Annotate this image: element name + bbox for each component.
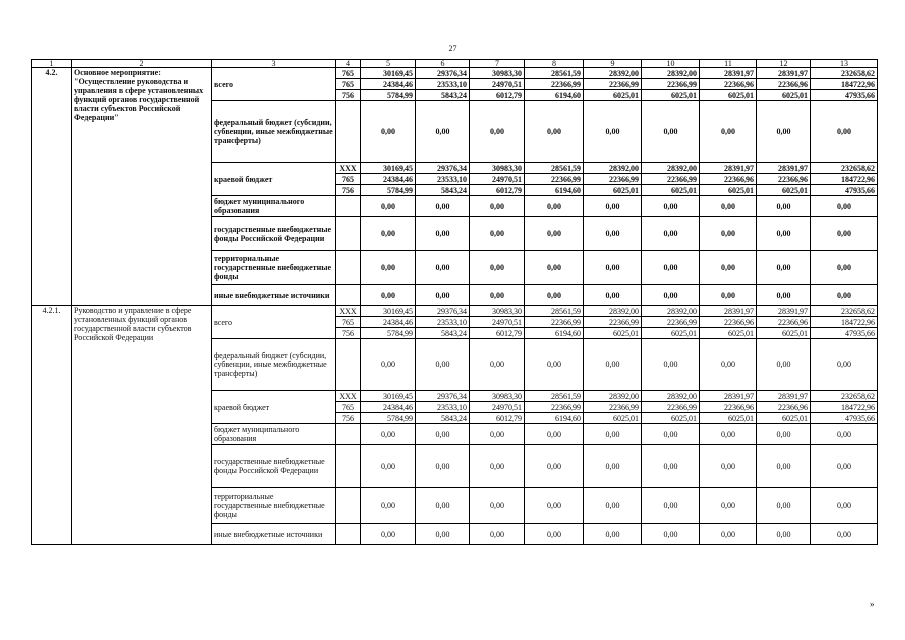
amount-cell: 6025,01 xyxy=(584,90,642,101)
amount-cell: 28391,97 xyxy=(700,68,757,79)
amount-cell: 23533,10 xyxy=(416,317,470,328)
budget-code xyxy=(336,285,361,306)
funding-source: федеральный бюджет (субсидии, субвенции, иные межбюджетные трансферты) xyxy=(212,339,336,391)
amount-cell: 22366,96 xyxy=(700,174,757,185)
amount-cell: 0,00 xyxy=(700,251,757,285)
amount-cell: 0,00 xyxy=(525,285,584,306)
budget-code: 765 xyxy=(336,402,361,413)
amount-cell: 22366,99 xyxy=(584,317,642,328)
amount-cell: 0,00 xyxy=(470,251,525,285)
amount-cell: 0,00 xyxy=(811,251,878,285)
amount-cell: 30169,45 xyxy=(361,306,416,317)
amount-cell: 6012,79 xyxy=(470,90,525,101)
page-number: 27 xyxy=(448,44,457,53)
amount-cell: 28561,59 xyxy=(525,163,584,174)
amount-cell: 22366,99 xyxy=(642,174,700,185)
amount-cell: 0,00 xyxy=(642,196,700,217)
amount-cell: 28391,97 xyxy=(700,306,757,317)
amount-cell: 28392,00 xyxy=(584,391,642,402)
amount-cell: 24384,46 xyxy=(361,79,416,90)
amount-cell: 0,00 xyxy=(757,488,811,524)
amount-cell: 28391,97 xyxy=(757,68,811,79)
amount-cell: 0,00 xyxy=(416,217,470,251)
amount-cell: 30169,45 xyxy=(361,163,416,174)
amount-cell: 22366,96 xyxy=(757,317,811,328)
budget-code: 756 xyxy=(336,90,361,101)
column-number: 8 xyxy=(525,60,584,68)
budget-code xyxy=(336,424,361,445)
amount-cell: 0,00 xyxy=(700,524,757,545)
amount-cell: 0,00 xyxy=(757,251,811,285)
column-number: 5 xyxy=(361,60,416,68)
amount-cell: 24970,51 xyxy=(470,402,525,413)
amount-cell: 28392,00 xyxy=(642,391,700,402)
amount-cell: 23533,10 xyxy=(416,79,470,90)
amount-cell: 0,00 xyxy=(757,217,811,251)
budget-code xyxy=(336,251,361,285)
amount-cell: 0,00 xyxy=(361,424,416,445)
amount-cell: 0,00 xyxy=(416,339,470,391)
amount-cell: 0,00 xyxy=(361,445,416,488)
funding-source: территориальные государственные внебюджетные фонды xyxy=(212,488,336,524)
amount-cell: 0,00 xyxy=(757,524,811,545)
amount-cell: 0,00 xyxy=(642,339,700,391)
amount-cell: 0,00 xyxy=(642,488,700,524)
amount-cell: 0,00 xyxy=(361,285,416,306)
amount-cell: 5843,24 xyxy=(416,90,470,101)
amount-cell: 232658,62 xyxy=(811,391,878,402)
amount-cell: 0,00 xyxy=(811,196,878,217)
amount-cell: 0,00 xyxy=(361,217,416,251)
column-number: 4 xyxy=(336,60,361,68)
budget-code: 765 xyxy=(336,317,361,328)
amount-cell: 30983,30 xyxy=(470,163,525,174)
amount-cell: 0,00 xyxy=(470,196,525,217)
amount-cell: 30169,45 xyxy=(361,391,416,402)
budget-code xyxy=(336,445,361,488)
funding-source: бюджет муниципального образования xyxy=(212,424,336,445)
amount-cell: 29376,34 xyxy=(416,163,470,174)
amount-cell: 22366,99 xyxy=(642,402,700,413)
amount-cell: 0,00 xyxy=(361,488,416,524)
amount-cell: 0,00 xyxy=(757,285,811,306)
amount-cell: 0,00 xyxy=(470,339,525,391)
amount-cell: 6025,01 xyxy=(757,185,811,196)
amount-cell: 232658,62 xyxy=(811,163,878,174)
amount-cell: 0,00 xyxy=(470,217,525,251)
amount-cell: 6012,79 xyxy=(470,413,525,424)
amount-cell: 0,00 xyxy=(584,217,642,251)
amount-cell: 5784,99 xyxy=(361,413,416,424)
column-number: 12 xyxy=(757,60,811,68)
amount-cell: 0,00 xyxy=(361,101,416,163)
column-number: 6 xyxy=(416,60,470,68)
amount-cell: 22366,99 xyxy=(642,317,700,328)
amount-cell: 24970,51 xyxy=(470,79,525,90)
amount-cell: 0,00 xyxy=(584,251,642,285)
amount-cell: 6025,01 xyxy=(584,328,642,339)
amount-cell: 28392,00 xyxy=(584,68,642,79)
amount-cell: 24384,46 xyxy=(361,317,416,328)
column-number: 13 xyxy=(811,60,878,68)
amount-cell: 28391,97 xyxy=(757,391,811,402)
amount-cell: 5843,24 xyxy=(416,185,470,196)
budget-code: XXX xyxy=(336,306,361,317)
amount-cell: 0,00 xyxy=(584,524,642,545)
amount-cell: 0,00 xyxy=(416,524,470,545)
amount-cell: 0,00 xyxy=(470,488,525,524)
amount-cell: 0,00 xyxy=(525,339,584,391)
amount-cell: 0,00 xyxy=(811,101,878,163)
budget-code xyxy=(336,101,361,163)
amount-cell: 0,00 xyxy=(584,339,642,391)
section-number: 4.2. xyxy=(32,68,72,306)
amount-cell: 47935,66 xyxy=(811,185,878,196)
funding-source: всего xyxy=(212,68,336,101)
amount-cell: 0,00 xyxy=(470,101,525,163)
amount-cell: 6194,60 xyxy=(525,413,584,424)
amount-cell: 0,00 xyxy=(416,251,470,285)
section-title: Руководство и управление в сфере установленных функций органов государственной власти субъектов Российской Федерации xyxy=(72,306,212,545)
amount-cell: 6012,79 xyxy=(470,185,525,196)
amount-cell: 0,00 xyxy=(361,339,416,391)
amount-cell: 0,00 xyxy=(361,196,416,217)
amount-cell: 28561,59 xyxy=(525,391,584,402)
funding-source: государственные внебюджетные фонды Российской Федерации xyxy=(212,445,336,488)
amount-cell: 28391,97 xyxy=(757,306,811,317)
amount-cell: 0,00 xyxy=(584,196,642,217)
amount-cell: 6025,01 xyxy=(757,413,811,424)
amount-cell: 0,00 xyxy=(584,101,642,163)
amount-cell: 28391,97 xyxy=(700,391,757,402)
amount-cell: 6025,01 xyxy=(700,185,757,196)
amount-cell: 0,00 xyxy=(811,217,878,251)
amount-cell: 0,00 xyxy=(757,339,811,391)
funding-source: государственные внебюджетные фонды Российской Федерации xyxy=(212,217,336,251)
amount-cell: 0,00 xyxy=(470,524,525,545)
amount-cell: 0,00 xyxy=(811,424,878,445)
amount-cell: 28391,97 xyxy=(757,163,811,174)
amount-cell: 47935,66 xyxy=(811,413,878,424)
amount-cell: 0,00 xyxy=(525,101,584,163)
amount-cell: 22366,99 xyxy=(525,79,584,90)
amount-cell: 0,00 xyxy=(757,196,811,217)
amount-cell: 0,00 xyxy=(525,251,584,285)
amount-cell: 28561,59 xyxy=(525,306,584,317)
amount-cell: 30983,30 xyxy=(470,306,525,317)
amount-cell: 28392,00 xyxy=(584,306,642,317)
amount-cell: 28392,00 xyxy=(642,306,700,317)
budget-code: 765 xyxy=(336,174,361,185)
amount-cell: 0,00 xyxy=(416,101,470,163)
funding-source: краевой бюджет xyxy=(212,391,336,424)
amount-cell: 184722,96 xyxy=(811,79,878,90)
amount-cell: 24970,51 xyxy=(470,174,525,185)
budget-code: 765 xyxy=(336,68,361,79)
funding-source: иные внебюджетные источники xyxy=(212,524,336,545)
amount-cell: 29376,34 xyxy=(416,306,470,317)
amount-cell: 23533,10 xyxy=(416,402,470,413)
amount-cell: 30983,30 xyxy=(470,391,525,402)
amount-cell: 0,00 xyxy=(642,285,700,306)
budget-code xyxy=(336,196,361,217)
amount-cell: 0,00 xyxy=(470,424,525,445)
amount-cell: 0,00 xyxy=(642,101,700,163)
column-number: 10 xyxy=(642,60,700,68)
amount-cell: 0,00 xyxy=(700,101,757,163)
amount-cell: 24384,46 xyxy=(361,174,416,185)
amount-cell: 22366,96 xyxy=(700,317,757,328)
amount-cell: 0,00 xyxy=(525,524,584,545)
amount-cell: 5784,99 xyxy=(361,90,416,101)
amount-cell: 6025,01 xyxy=(700,90,757,101)
amount-cell: 0,00 xyxy=(700,196,757,217)
amount-cell: 0,00 xyxy=(584,424,642,445)
column-number: 1 xyxy=(32,60,72,68)
amount-cell: 29376,34 xyxy=(416,68,470,79)
budget-code: XXX xyxy=(336,163,361,174)
amount-cell: 22366,99 xyxy=(525,174,584,185)
amount-cell: 29376,34 xyxy=(416,391,470,402)
budget-code: 756 xyxy=(336,413,361,424)
amount-cell: 22366,96 xyxy=(757,174,811,185)
budget-code: 765 xyxy=(336,79,361,90)
amount-cell: 23533,10 xyxy=(416,174,470,185)
amount-cell: 28391,97 xyxy=(700,163,757,174)
amount-cell: 0,00 xyxy=(642,217,700,251)
amount-cell: 5843,24 xyxy=(416,413,470,424)
amount-cell: 28392,00 xyxy=(642,163,700,174)
amount-cell: 6025,01 xyxy=(642,185,700,196)
amount-cell: 24970,51 xyxy=(470,317,525,328)
amount-cell: 22366,96 xyxy=(700,79,757,90)
budget-code xyxy=(336,217,361,251)
amount-cell: 28561,59 xyxy=(525,68,584,79)
amount-cell: 6025,01 xyxy=(584,413,642,424)
column-number-row xyxy=(32,60,878,68)
amount-cell: 232658,62 xyxy=(811,68,878,79)
funding-source: территориальные государственные внебюджетные фонды xyxy=(212,251,336,285)
amount-cell: 5784,99 xyxy=(361,185,416,196)
column-number: 2 xyxy=(72,60,212,68)
amount-cell: 30983,30 xyxy=(470,68,525,79)
amount-cell: 30169,45 xyxy=(361,68,416,79)
amount-cell: 184722,96 xyxy=(811,317,878,328)
amount-cell: 184722,96 xyxy=(811,402,878,413)
column-number: 7 xyxy=(470,60,525,68)
amount-cell: 22366,99 xyxy=(584,402,642,413)
amount-cell: 0,00 xyxy=(416,445,470,488)
amount-cell: 6025,01 xyxy=(700,328,757,339)
amount-cell: 6194,60 xyxy=(525,185,584,196)
amount-cell: 0,00 xyxy=(811,339,878,391)
amount-cell: 0,00 xyxy=(811,445,878,488)
amount-cell: 0,00 xyxy=(470,285,525,306)
budget-code xyxy=(336,339,361,391)
amount-cell: 22366,99 xyxy=(525,317,584,328)
amount-cell: 0,00 xyxy=(811,524,878,545)
amount-cell: 0,00 xyxy=(470,445,525,488)
amount-cell: 0,00 xyxy=(811,488,878,524)
amount-cell: 0,00 xyxy=(525,217,584,251)
amount-cell: 0,00 xyxy=(700,339,757,391)
amount-cell: 6025,01 xyxy=(642,413,700,424)
budget-code xyxy=(336,524,361,545)
amount-cell: 0,00 xyxy=(525,445,584,488)
amount-cell: 184722,96 xyxy=(811,174,878,185)
amount-cell: 0,00 xyxy=(584,488,642,524)
column-number: 11 xyxy=(700,60,757,68)
amount-cell: 232658,62 xyxy=(811,306,878,317)
amount-cell: 22366,96 xyxy=(700,402,757,413)
amount-cell: 22366,99 xyxy=(642,79,700,90)
amount-cell: 0,00 xyxy=(416,285,470,306)
funding-source: федеральный бюджет (субсидии, субвенции, иные межбюджетные трансферты) xyxy=(212,101,336,163)
table-row xyxy=(32,68,878,79)
amount-cell: 0,00 xyxy=(642,524,700,545)
amount-cell: 22366,96 xyxy=(757,402,811,413)
amount-cell: 0,00 xyxy=(642,424,700,445)
amount-cell: 0,00 xyxy=(525,488,584,524)
amount-cell: 24384,46 xyxy=(361,402,416,413)
amount-cell: 0,00 xyxy=(757,101,811,163)
amount-cell: 6025,01 xyxy=(584,185,642,196)
funding-source: всего xyxy=(212,306,336,339)
funding-source: краевой бюджет xyxy=(212,163,336,196)
amount-cell: 6194,60 xyxy=(525,328,584,339)
amount-cell: 0,00 xyxy=(700,285,757,306)
amount-cell: 47935,66 xyxy=(811,328,878,339)
table-row xyxy=(32,306,878,317)
amount-cell: 0,00 xyxy=(416,196,470,217)
amount-cell: 0,00 xyxy=(416,488,470,524)
amount-cell: 28392,00 xyxy=(642,68,700,79)
amount-cell: 0,00 xyxy=(584,285,642,306)
budget-code: 756 xyxy=(336,328,361,339)
amount-cell: 6025,01 xyxy=(757,328,811,339)
section-number: 4.2.1. xyxy=(32,306,72,545)
amount-cell: 6025,01 xyxy=(757,90,811,101)
amount-cell: 0,00 xyxy=(642,445,700,488)
amount-cell: 0,00 xyxy=(525,424,584,445)
amount-cell: 0,00 xyxy=(361,251,416,285)
amount-cell: 0,00 xyxy=(642,251,700,285)
amount-cell: 0,00 xyxy=(757,424,811,445)
amount-cell: 0,00 xyxy=(525,196,584,217)
section-title: Основное мероприятие: "Осуществление руководства и управления в сфере установленных функций органов государственной власти субъектов Российской Федерации" xyxy=(72,68,212,306)
amount-cell: 0,00 xyxy=(700,424,757,445)
amount-cell: 5784,99 xyxy=(361,328,416,339)
funding-source: иные внебюджетные источники xyxy=(212,285,336,306)
amount-cell: 0,00 xyxy=(757,445,811,488)
continuation-mark: » xyxy=(870,599,875,609)
amount-cell: 6012,79 xyxy=(470,328,525,339)
amount-cell: 22366,96 xyxy=(757,79,811,90)
amount-cell: 6025,01 xyxy=(642,328,700,339)
amount-cell: 0,00 xyxy=(811,285,878,306)
budget-code: 756 xyxy=(336,185,361,196)
amount-cell: 0,00 xyxy=(700,488,757,524)
budget-code xyxy=(336,488,361,524)
amount-cell: 0,00 xyxy=(416,424,470,445)
amount-cell: 6025,01 xyxy=(642,90,700,101)
column-number: 9 xyxy=(584,60,642,68)
amount-cell: 22366,99 xyxy=(584,174,642,185)
amount-cell: 6025,01 xyxy=(700,413,757,424)
amount-cell: 5843,24 xyxy=(416,328,470,339)
amount-cell: 22366,99 xyxy=(525,402,584,413)
column-number: 3 xyxy=(212,60,336,68)
amount-cell: 6194,60 xyxy=(525,90,584,101)
amount-cell: 0,00 xyxy=(700,217,757,251)
funding-source: бюджет муниципального образования xyxy=(212,196,336,217)
amount-cell: 28392,00 xyxy=(584,163,642,174)
amount-cell: 0,00 xyxy=(361,524,416,545)
amount-cell: 22366,99 xyxy=(584,79,642,90)
amount-cell: 0,00 xyxy=(584,445,642,488)
amount-cell: 0,00 xyxy=(700,445,757,488)
budget-code: XXX xyxy=(336,391,361,402)
budget-table xyxy=(31,59,878,545)
amount-cell: 47935,66 xyxy=(811,90,878,101)
